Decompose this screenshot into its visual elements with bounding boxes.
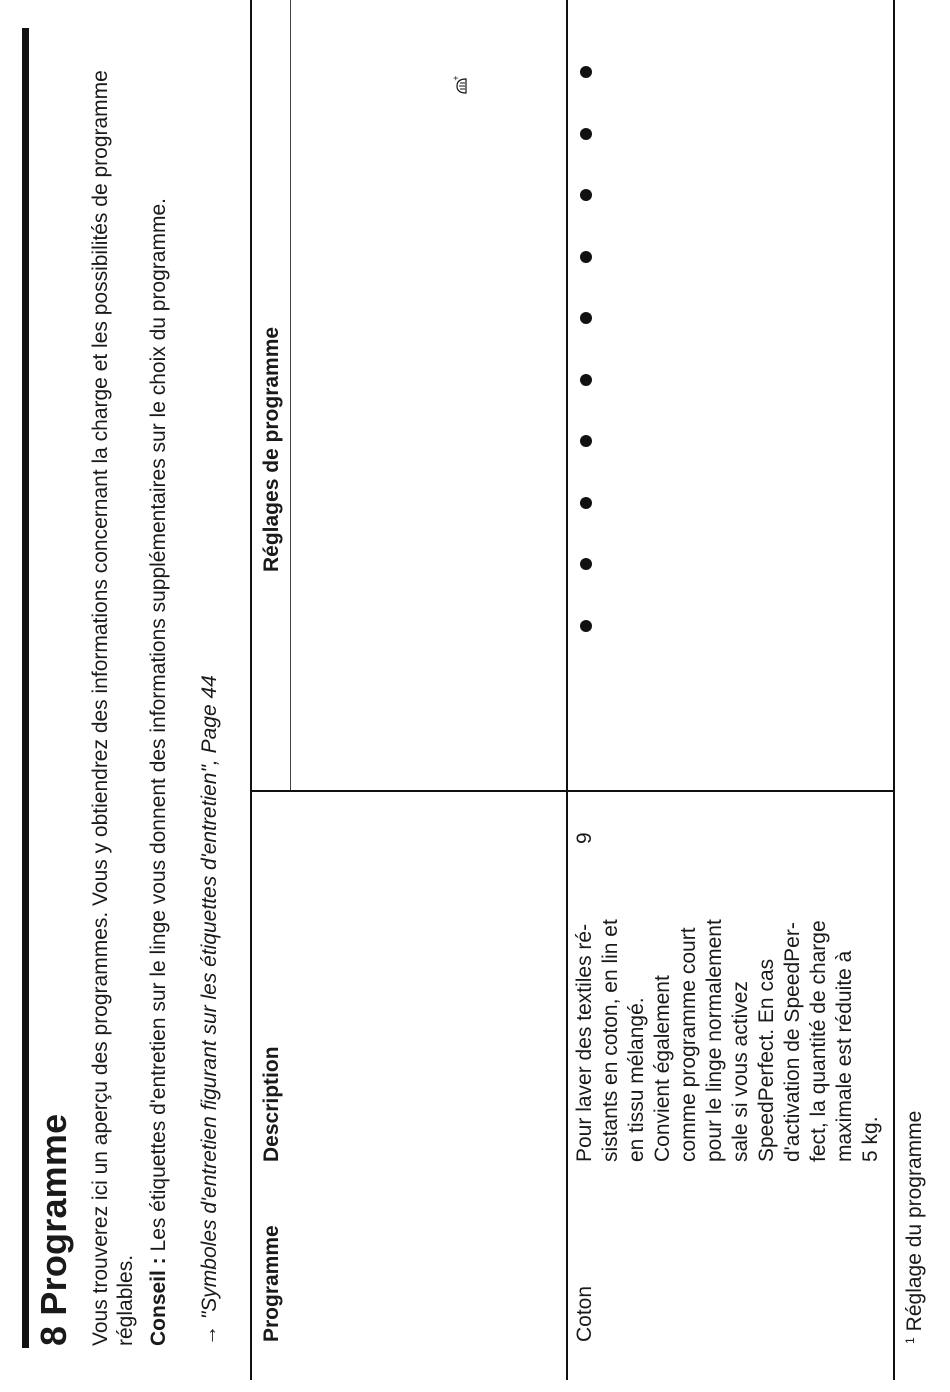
setting-available-dot — [580, 620, 592, 632]
hand-wash-plus-icon — [452, 76, 475, 96]
column-divider — [250, 790, 895, 792]
description-line: fect, la quantité de charge — [807, 920, 830, 1162]
page-reference[interactable] — [198, 675, 222, 1346]
tip-paragraph — [146, 16, 171, 1346]
header-settings: Réglages de programme — [260, 326, 283, 572]
footnote-text: Réglage du programme — [903, 1110, 926, 1332]
description-line: maximale est réduite à — [833, 950, 856, 1162]
row-programme-name: Coton — [573, 1285, 596, 1342]
intro-paragraph: Vous trouverez ici un aperçu des programmes. Vous y obtiendrez des informations concernant la charge et les possibilités de programme réglables. — [89, 70, 137, 1346]
description-line: d'activation de SpeedPer- — [781, 922, 804, 1162]
description-line: Convient également — [651, 975, 674, 1162]
setting-available-dot — [580, 436, 592, 448]
setting-available-dot — [580, 374, 592, 386]
footnote — [903, 1111, 927, 1344]
description-line: comme programme court — [677, 927, 700, 1162]
reference-text: "Symboles d'entretien figurant sur les étiquettes d'entretien" — [198, 765, 221, 1320]
section-title — [33, 1114, 75, 1346]
header-programme: Programme — [260, 1225, 283, 1342]
hand-wash-plus-icon-svg — [452, 76, 472, 96]
tip-label: Conseil : — [147, 1257, 170, 1346]
setting-available-dot — [580, 559, 592, 571]
reference-page: , Page 44 — [198, 675, 221, 766]
footnote-marker: 1 — [903, 1337, 917, 1344]
row-description — [572, 802, 884, 1162]
header-description: Description — [260, 1046, 283, 1162]
settings-subheader-border — [290, 0, 291, 790]
svg-text:+: + — [452, 76, 460, 81]
setting-available-dot — [580, 251, 592, 263]
description-line: SpeedPerfect. En cas — [755, 958, 778, 1162]
section-rule — [22, 28, 29, 1348]
setting-available-dot — [580, 128, 592, 140]
description-line: Pour laver des textiles ré- — [573, 923, 596, 1162]
setting-available-dot — [580, 67, 592, 79]
row-bottom-border — [893, 0, 895, 1380]
arrow-icon: → — [198, 1325, 221, 1346]
setting-available-dot — [580, 497, 592, 509]
setting-available-dot — [580, 190, 592, 202]
row-load-value: 9 — [573, 832, 596, 844]
header-bottom-border — [566, 0, 568, 1380]
description-line: 5 kg. — [859, 1116, 882, 1162]
description-line: sale si vous activez — [729, 981, 752, 1162]
tip-text: Les étiquettes d'entretien sur le linge vous donnent des informations supplémentaires sur le choix du programme. — [147, 198, 170, 1252]
description-line: pour le linge normalement — [703, 919, 726, 1162]
table-top-border — [250, 0, 252, 1380]
description-line: en tissu mélangé. — [625, 997, 648, 1162]
setting-available-dot — [580, 313, 592, 325]
section-number: 8 — [33, 1325, 74, 1346]
description-line: sistants en coton, en lin et — [599, 919, 622, 1162]
section-title-text: Programme — [33, 1113, 74, 1316]
